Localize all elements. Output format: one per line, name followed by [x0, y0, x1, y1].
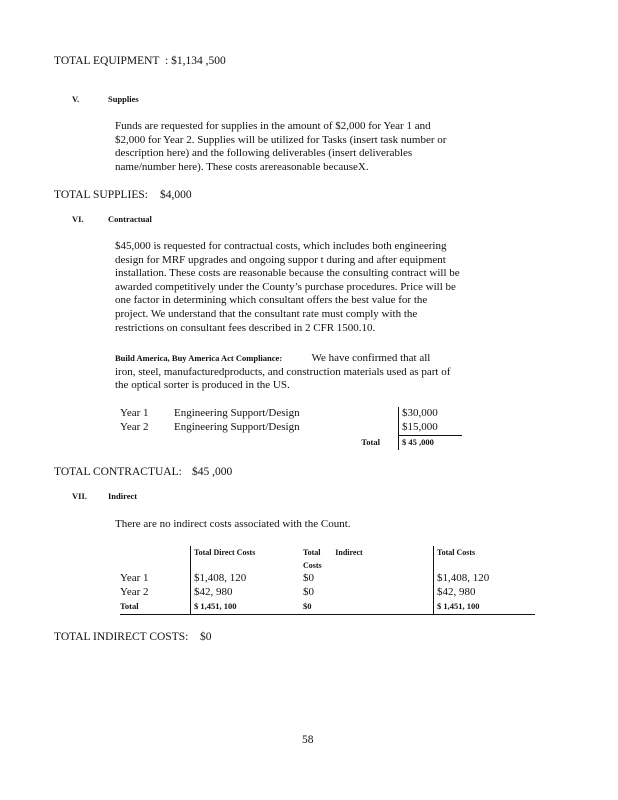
total-cell: $42, 980 — [434, 586, 536, 600]
table-header-row — [120, 546, 535, 572]
baa-line-1-rest: We have confirmed that all — [311, 352, 431, 364]
total-value: $ 45 ,000 — [402, 437, 434, 447]
supplies-line: $2,000 for Year 2. Supplies will be utilized for Tasks (insert task number or — [115, 133, 447, 146]
contractual-line: awarded competitively under the County’s purchase procedures. Price will be — [115, 280, 456, 293]
total-indirect-value: $0 — [200, 631, 212, 643]
total-label: Total — [120, 601, 139, 611]
total-equipment-label: TOTAL EQUIPMENT — [54, 55, 160, 67]
section-v-title: Supplies — [108, 94, 139, 104]
baa-line-1 — [115, 352, 487, 366]
contractual-line: $45,000 is requested for contractual costs, which includes both engineering — [115, 240, 447, 252]
table-row — [120, 572, 535, 586]
section-vii-numeral: VII. — [72, 491, 87, 501]
total-label: Total — [361, 436, 380, 447]
baa-label: Build America, Buy America Act Compliance: — [115, 353, 283, 363]
supplies-line: name/number here). These costs arereasonable becauseX. — [115, 160, 369, 173]
baa-line: iron, steel, manufacturedproducts, and construction materials used as part of — [115, 365, 451, 378]
supplies-line: description here) and the following deliverables (insert deliverables — [115, 147, 413, 160]
amount-cell: $15,000 — [399, 421, 463, 436]
section-vi-title: Contractual — [108, 214, 152, 224]
table-row-total — [120, 436, 462, 451]
direct-cell: $42, 980 — [191, 586, 301, 600]
header-direct: Total Direct Costs — [194, 548, 256, 557]
year-cell: Year 2 — [120, 421, 149, 433]
header-indirect-a: Total — [303, 548, 321, 557]
table-row-total — [120, 600, 535, 614]
section-v-numeral: V. — [72, 94, 80, 104]
indirect-table — [120, 546, 535, 615]
total-contractual-label: TOTAL CONTRACTUAL: — [54, 466, 182, 478]
table-row — [120, 407, 462, 421]
total-equipment-value: : $1,134 ,500 — [165, 55, 226, 67]
indirect-line: There are no indirect costs associated with the Count. — [115, 518, 351, 530]
total-total: $ 1,451, 100 — [437, 601, 480, 611]
total-supplies-label: TOTAL SUPPLIES: — [54, 189, 148, 201]
desc-cell: Engineering Support/Design — [174, 407, 300, 419]
table-row — [120, 586, 535, 600]
total-cell: $1,408, 120 — [434, 572, 536, 586]
section-vi-numeral: VI. — [72, 214, 84, 224]
supplies-line: Funds are requested for supplies in the amount of $2,000 for Year 1 and — [115, 120, 431, 132]
header-indirect-c: Costs — [303, 561, 322, 570]
section-vii-title: Indirect — [108, 491, 138, 501]
total-direct: $ 1,451, 100 — [194, 601, 237, 611]
baa-line: the optical sorter is produced in the US. — [115, 379, 290, 392]
supplies-paragraph — [115, 120, 487, 174]
contractual-line: restrictions on consultant fees described in 2 CFR 1500.10. — [115, 321, 376, 334]
header-total: Total Costs — [437, 548, 476, 557]
indirect-cell: $0 — [303, 586, 314, 598]
year-cell: Year 1 — [120, 572, 149, 584]
page-number: 58 — [302, 734, 314, 746]
total-supplies-value: $4,000 — [160, 189, 192, 201]
desc-cell: Engineering Support/Design — [174, 421, 300, 433]
total-indirect: $0 — [303, 601, 312, 611]
contractual-paragraph — [115, 240, 489, 335]
table-row — [120, 421, 462, 436]
contractual-line: design for MRF upgrades and ongoing suppor t during and after equipment — [115, 253, 446, 266]
indirect-cell: $0 — [303, 572, 314, 584]
total-contractual-value: $45 ,000 — [192, 466, 233, 478]
contractual-line: project. We understand that the consultant rate must comply with the — [115, 307, 418, 320]
total-indirect-label: TOTAL INDIRECT COSTS: — [54, 631, 189, 643]
baa-paragraph — [115, 352, 487, 393]
contractual-table — [120, 407, 462, 450]
contractual-line: installation. These costs are reasonable because the consulting contract will be — [115, 267, 460, 280]
year-cell: Year 2 — [120, 586, 149, 598]
header-indirect-b: Indirect — [335, 548, 363, 557]
year-cell: Year 1 — [120, 407, 149, 419]
direct-cell: $1,408, 120 — [191, 572, 301, 586]
amount-cell: $30,000 — [399, 407, 463, 421]
contractual-line: one factor in determining which consultant offers the best value for the — [115, 294, 428, 307]
